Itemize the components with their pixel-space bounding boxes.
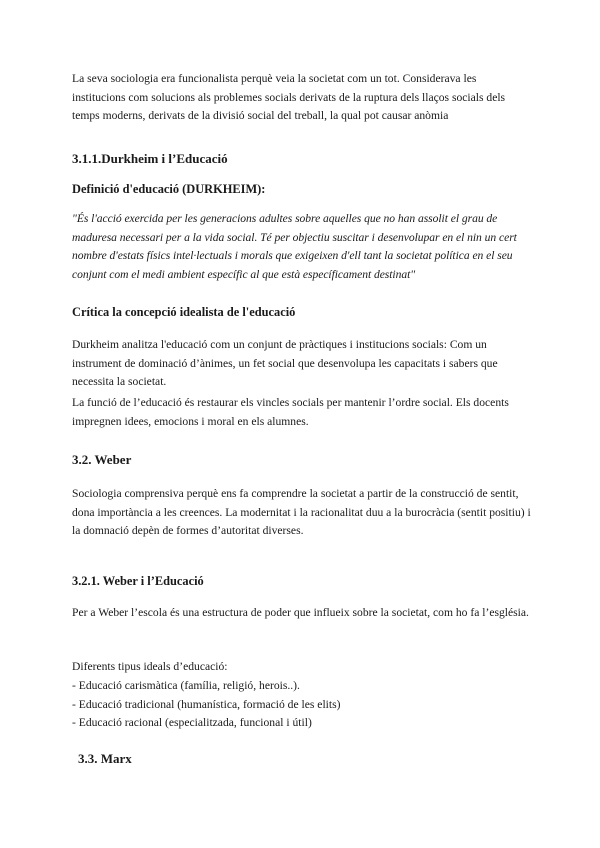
durkheim-heading: 3.1.1.Durkheim i l’Educació [72, 151, 228, 166]
list-item: - Educació carismàtica (família, religió, herois..). [72, 679, 300, 692]
education-types-list [72, 677, 532, 733]
critique-paragraph-1: Durkheim analitza l'educació com un conjunt de pràctiques i institucions socials: Com un instrument de dominació d’ànimes, un fet social que desenvolupa les capacitats i sabers que necessita la societat. [72, 338, 498, 389]
weber-paragraph: Sociologia comprensiva perquè ens fa comprendre la societat a partir de la construcció de sentit, dona importància a les creences. La modernitat i la racionalitat duu a la burocràcia (sentit positiu) i la domnació depèn de formes d’autoritat diverses. [72, 487, 531, 538]
definition-quote: "És l'acció exercida per les generacions adultes sobre aquelles que no han assolit el grau de maduresa necessari per a la vida social. Té per objectiu suscitar i desenvolupar en el nin un cert nombre d'estats físics intel·lectuals i morals que exigeixen d'ell tant la societat política en el seu conjunt com el medi ambient específic al que està específicament destinat" [72, 212, 517, 281]
marx-heading: 3.3. Marx [78, 751, 132, 766]
education-types-intro: Diferents tipus ideals d’educació: [72, 660, 228, 673]
critique-heading: Crítica la concepció idealista de l'educació [72, 305, 296, 319]
intro-paragraph: La seva sociologia era funcionalista perquè veia la societat com un tot. Considerava les institucions com solucions als problemes socials derivats de la ruptura dels llaços socials dels temps moderns, derivats de la divisió social del treball, la qual pot causar anòmia [72, 72, 506, 123]
list-item: - Educació tradicional (humanística, formació de les elits) [72, 697, 341, 711]
weber-heading: 3.2. Weber [72, 452, 132, 467]
weber-education-heading: 3.2.1. Weber i l’Educació [72, 574, 204, 588]
critique-paragraph-2: La funció de l’educació és restaurar els vincles socials per mantenir l’ordre social. Els docents impregnen idees, emocions i moral en els alumnes. [72, 396, 509, 428]
definition-heading: Definició d'educació (DURKHEIM): [72, 182, 266, 196]
list-item: - Educació racional (especialitzada, funcional i útil) [72, 716, 312, 730]
weber-education-paragraph: Per a Weber l’escola és una estructura de poder que influeix sobre la societat, com ho fa l’església. [72, 606, 529, 619]
